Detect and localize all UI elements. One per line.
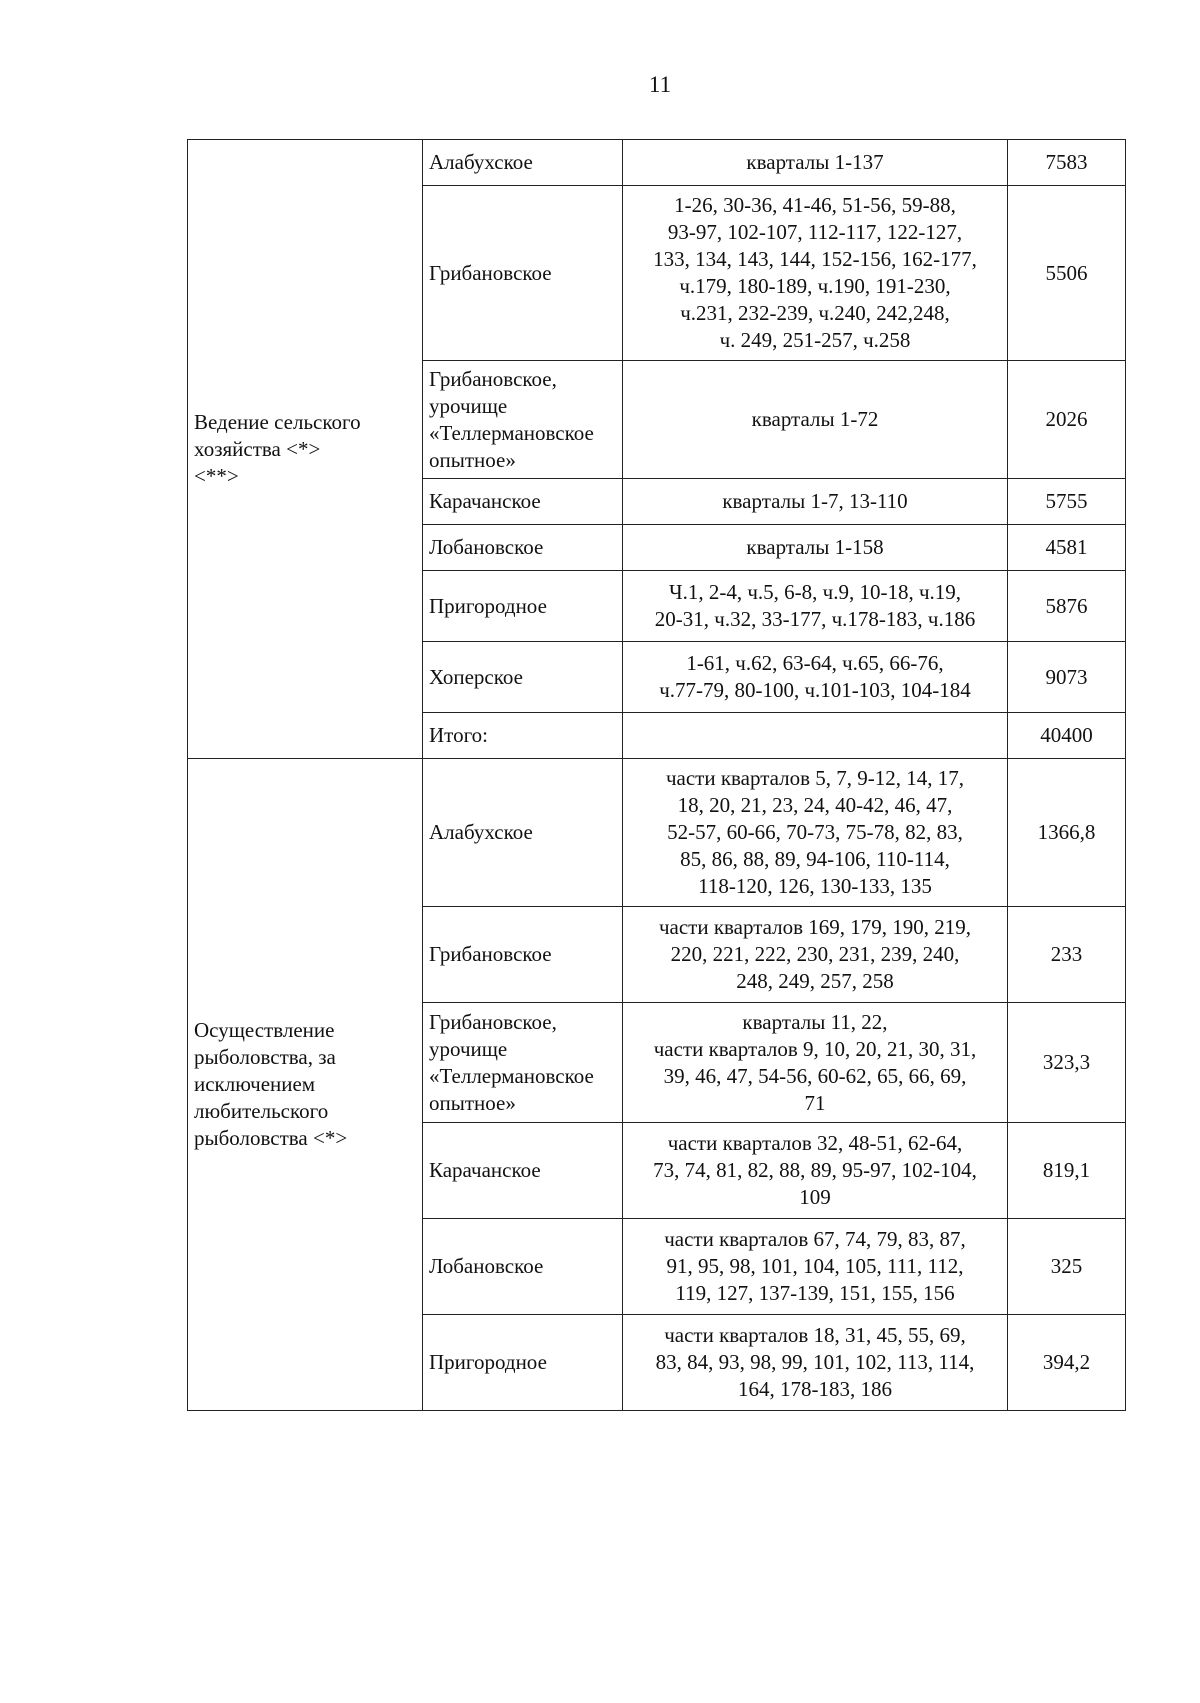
quarters-cell [623,361,1008,479]
quarters-cell-line: 220, 221, 222, 230, 231, 239, 240, [670,942,960,966]
quarters-cell-line: 1-61, ч.62, 63-64, ч.65, 66-76, [686,651,944,675]
quarters-cell-line: кварталы 1-158 [746,535,884,559]
forestry-cell [423,1315,623,1411]
forestry-cell-line: Пригородное [429,593,547,618]
area-cell: 40400 [1008,713,1126,759]
quarters-cell-line: 164, 178-183, 186 [738,1377,892,1401]
quarters-cell-line: кварталы 1-72 [751,407,879,431]
page-number: 11 [648,72,672,97]
quarters-cell [623,907,1008,1003]
quarters-cell-line: 52-57, 60-66, 70-73, 75-78, 82, 83, [667,820,963,844]
quarters-cell [623,1003,1008,1123]
area-cell: 325 [1008,1219,1126,1315]
forestry-cell [423,642,623,713]
quarters-cell [623,1315,1008,1411]
forestry-cell-line: Хоперское [429,664,523,689]
quarters-cell [623,479,1008,525]
quarters-cell [623,186,1008,361]
forestry-cell-line: опытное» [429,1090,516,1115]
quarters-cell [623,525,1008,571]
area-cell: 2026 [1008,361,1126,479]
forestry-cell-line: Лобановское [429,535,544,559]
activity-cell-line: исключением [194,1072,316,1096]
quarters-cell-line: 91, 95, 98, 101, 104, 105, 111, 112, [666,1254,964,1278]
activity-cell-line: Ведение сельского [194,409,361,434]
area-cell: 5755 [1008,479,1126,525]
forestry-cell-line: Алабухское [429,150,533,174]
table-row [188,140,1126,186]
activity-cell-line: рыболовства <*> [194,1126,348,1150]
quarters-cell-line: 248, 249, 257, 258 [736,969,894,993]
forestry-cell-line: Карачанское [429,489,541,513]
forestry-cell-line: Грибановское, [429,366,557,391]
quarters-cell [623,140,1008,186]
quarters-cell-line: кварталы 1-7, 13-110 [722,489,908,513]
forestry-cell [423,1003,623,1123]
quarters-cell-line: ч.231, 232-239, ч.240, 242,248, [680,301,950,325]
quarters-cell-line: 109 [799,1185,831,1209]
activity-cell-line: рыболовства, за [194,1045,336,1069]
area-cell: 1366,8 [1008,759,1126,907]
quarters-cell [623,1123,1008,1219]
quarters-cell-line: 1-26, 30-36, 41-46, 51-56, 59-88, [674,193,956,217]
activity-cell-line: Осуществление [194,1018,335,1042]
quarters-cell-line: 119, 127, 137-139, 151, 155, 156 [675,1281,955,1305]
forestry-cell-line: Грибановское [429,260,552,285]
area-cell: 5876 [1008,571,1126,642]
activity-cell [188,140,423,759]
quarters-cell-line: Ч.1, 2-4, ч.5, 6-8, ч.9, 10-18, ч.19, [668,580,962,604]
quarters-cell-line: части кварталов 5, 7, 9-12, 14, 17, [665,766,965,790]
area-cell: 323,3 [1008,1003,1126,1123]
quarters-cell-line: 118-120, 126, 130-133, 135 [698,874,932,898]
quarters-cell-line: 93-97, 102-107, 112-117, 122-127, [667,220,963,244]
quarters-cell-line: ч.77-79, 80-100, ч.101-103, 104-184 [659,678,971,702]
quarters-cell-line: 20-31, ч.32, 33-177, ч.178-183, ч.186 [654,607,976,631]
quarters-cell-line: 71 [804,1090,826,1115]
quarters-cell-line: 18, 20, 21, 23, 24, 40-42, 46, 47, [677,793,953,817]
quarters-cell-line: 133, 134, 143, 144, 152-156, 162-177, [653,247,977,271]
area-cell: 4581 [1008,525,1126,571]
activity-cell-line: хозяйства <*> [194,436,321,461]
quarters-cell-line: ч. 249, 251-257, ч.258 [719,328,911,352]
quarters-cell [623,759,1008,907]
table-body [188,140,1126,1411]
table-row [188,759,1126,907]
forestry-cell [423,140,623,186]
quarters-cell-line: кварталы 11, 22, [742,1009,888,1034]
forestry-cell [423,1219,623,1315]
quarters-cell-line: 73, 74, 81, 82, 88, 89, 95-97, 102-104, [653,1158,977,1182]
quarters-cell-line: 83, 84, 93, 98, 99, 101, 102, 113, 114, [655,1350,975,1374]
quarters-cell-line: части кварталов 18, 31, 45, 55, 69, [664,1323,966,1347]
area-cell: 7583 [1008,140,1126,186]
forestry-cell-line: опытное» [429,447,516,472]
activity-cell [188,759,423,1411]
area-cell: 233 [1008,907,1126,1003]
quarters-cell-line: части кварталов 67, 74, 79, 83, 87, [664,1227,966,1251]
quarters-cell [623,571,1008,642]
forestry-cell [423,713,623,759]
area-cell: 819,1 [1008,1123,1126,1219]
forestry-cell-line: Лобановское [429,1254,544,1278]
forestry-cell-line: «Теллермановское [429,1063,594,1088]
forestry-cell [423,525,623,571]
forestry-cell-line: Карачанское [429,1158,541,1182]
quarters-cell-line: части кварталов 169, 179, 190, 219, [658,915,972,939]
forestry-cell-line: Грибановское [429,942,552,966]
forestry-cell-line: «Теллермановское [429,420,594,445]
forestry-cell [423,571,623,642]
forestry-cell [423,186,623,361]
forestry-cell [423,907,623,1003]
quarters-cell-line: 85, 86, 88, 89, 94-106, 110-114, [680,847,950,871]
quarters-cell-line: кварталы 1-137 [746,150,884,174]
forestry-cell-line: урочище [429,1036,508,1061]
quarters-cell [623,642,1008,713]
quarters-cell [623,1219,1008,1315]
quarters-cell [623,713,1008,759]
quarters-cell-line: ч.179, 180-189, ч.190, 191-230, [679,274,951,298]
forestry-cell-line: Пригородное [429,1350,547,1374]
forestry-cell [423,759,623,907]
forestry-cell-line: Алабухское [429,820,533,844]
forestry-cell-line: Грибановское, [429,1009,557,1034]
forestry-cell-line: урочище [429,393,508,418]
forestry-cell [423,361,623,479]
quarters-cell-line: части кварталов 32, 48-51, 62-64, [667,1131,963,1155]
area-cell: 5506 [1008,186,1126,361]
forestry-cell-line: Итого: [429,723,488,747]
forest-use-table [187,139,1126,1411]
quarters-cell-line: 39, 46, 47, 54-56, 60-62, 65, 66, 69, [663,1063,967,1088]
activity-cell-line: любительского [194,1099,329,1123]
area-cell: 9073 [1008,642,1126,713]
forestry-cell [423,479,623,525]
area-cell: 394,2 [1008,1315,1126,1411]
quarters-cell-line: части кварталов 9, 10, 20, 21, 30, 31, [653,1036,977,1061]
activity-cell-line: <**> [194,463,239,488]
forestry-cell [423,1123,623,1219]
